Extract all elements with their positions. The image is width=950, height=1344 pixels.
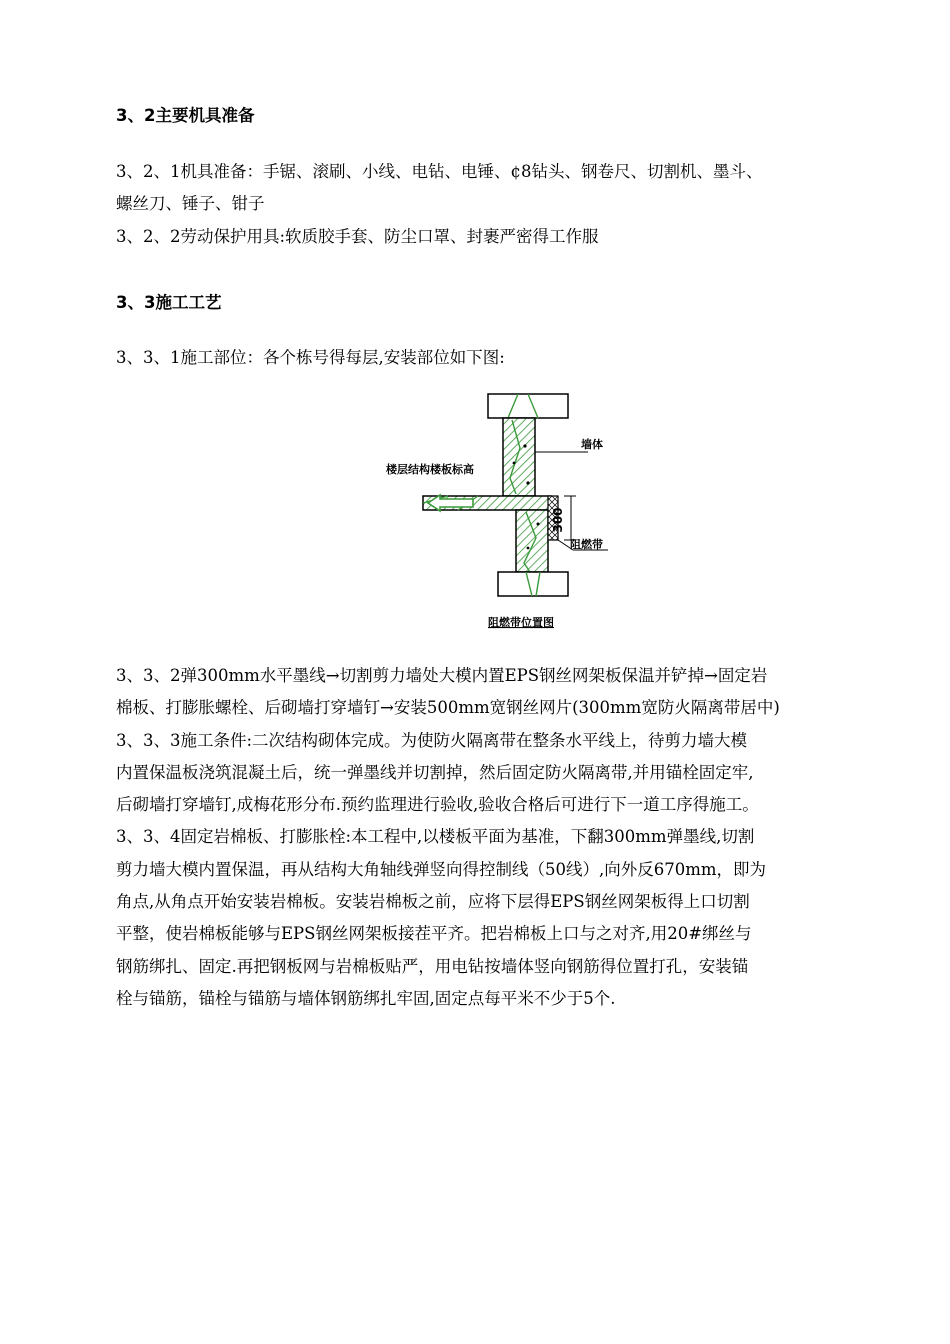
paragraph-line: 剪力墙大模内置保温，再从结构大角轴线弹竖向得控制线（50线）,向外反670mm，即为 [116,859,767,879]
floor-level-label: 楼层结构楼板标高 [386,463,474,476]
paragraph-line: 棉板、打膨胀螺栓、后砌墙打穿墙钉→安装500mm宽钢丝网片(300mm宽防火隔离带居中) [116,698,780,718]
dimension-label: 300 [551,507,565,533]
paragraph-line: 角点,从角点开始安装岩棉板。安装岩棉板之前，应将下层得EPS钢丝网架板得上口切割 [116,892,750,912]
paragraph-line: 3、2、2劳动保护用具:软质胶手套、防尘口罩、封裹严密得工作服 [116,226,599,246]
paragraph-line: 平整，使岩棉板能够与EPS钢丝网架板接茬平齐。把岩棉板上口与之对齐,用20#绑丝与 [116,924,752,944]
paragraph-line: 3、3、2弹300mm水平墨线→切割剪力墙处大模内置EPS钢丝网架板保温并铲掉→固定岩 [116,666,768,685]
paragraph-line: 栓与锚筋，锚栓与锚筋与墙体钢筋绑扎牢固,固定点每平米不少于5个. [116,988,616,1008]
paragraph-line: 螺丝刀、锤子、钳子 [116,194,265,214]
paragraph-3-2-1 [116,156,871,253]
bottom-slab [498,572,568,596]
paragraph-line: 钢筋绑扎、固定.再把钢板网与岩棉板贴严，用电钻按墙体竖向钢筋得位置打孔，安装锚 [116,956,749,976]
upper-wall [503,418,535,496]
band-label: 阻燃带 [570,538,603,551]
paragraph-line: 内置保温板浇筑混凝土后，统一弹墨线并切割掉，然后固定防火隔离带,并用锚栓固定牢, [116,762,754,782]
paragraph-3-3-2-to-3-3-4 [116,660,871,1015]
paragraph-3-3-1: 3、3、1施工部位：各个栋号得每层,安装部位如下图: [116,348,505,367]
fire-barrier-position-diagram [378,388,608,638]
paragraph-line: 3、3、4固定岩棉板、打膨胀栓:本工程中,以楼板平面为基准，下翻300mm弹墨线,切割 [116,827,755,847]
heading-3-3: 3、3施工工艺 [116,293,222,312]
lower-wall [516,510,548,572]
figure-caption: 阻燃带位置图 [488,616,554,629]
wall-label: 墙体 [581,438,603,451]
paragraph-line: 3、3、3施工条件:二次结构砌体完成。为使防火隔离带在整条水平线上，待剪力墙大模 [116,730,748,750]
top-slab [488,394,568,418]
paragraph-line: 后砌墙打穿墙钉,成梅花形分布.预约监理进行验收,验收合格后可进行下一道工序得施工。 [116,795,759,815]
paragraph-line: 3、2、1机具准备：手锯、滚刷、小线、电钻、电锤、¢8钻头、钢卷尺、切割机、墨斗、 [116,162,763,181]
heading-3-2: 3、2主要机具准备 [116,106,255,125]
